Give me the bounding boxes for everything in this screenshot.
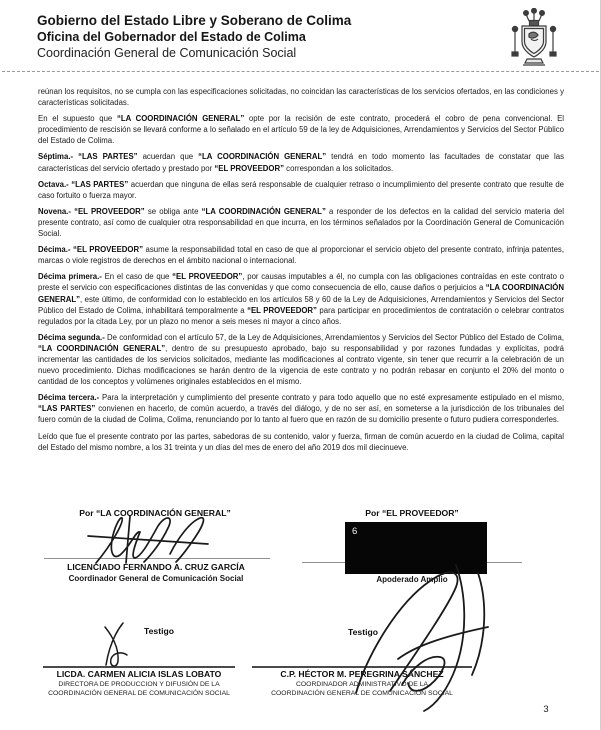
coat-of-arms-icon [505,8,563,68]
left-witness-signature-icon [97,621,139,669]
right-witness-signature-icon [338,563,503,713]
left-witness-name: LICDA. CARMEN ALICIA ISLAS LOBATO [56,669,222,679]
header-text [37,12,351,61]
left-signer-title: Por “LA COORDINACIÓN GENERAL” [79,508,231,518]
paragraph: Décima tercera.- Para la interpretación y cumplimiento del presente contrato y para todo aquello que no esté expresamente estipulado en el mismo, “LAS PARTES” convienen en hacerlo, de común acuerdo, a través del diálogo, y de no ser así, en someterse a la jurisdicción de los tribunales del fuero común de la ciudad de Colima, Colima, renunciando por lo tanto al fuero que en razón de su domicilio presente o futuro pudiera corresponderles. [38,393,564,425]
body-paragraphs [38,86,564,506]
left-signer-role: Coordinador General de Comunicación Social [68,574,244,583]
right-witness-label: Testigo [348,627,378,637]
paragraph: En el supuesto que “LA COORDINACIÓN GENERAL” opte por la recisión de este contrato, procederá el cobro de pena convencional. El procedimiento de rescisión se llevará conforme a lo señalado en el artículo 59 de la ley de Adquisiciones, Arrendamientos y Servicios del Sector Público del Estado de Colima. [38,114,564,146]
paragraph: Octava.- “LAS PARTES” acuerdan que ninguna de ellas será responsable de cualquier retraso o incumplimiento del presente contrato que resulte de caso fortuito o fuerza mayor. [38,179,564,200]
right-witness-role-1: COORDINADOR ADMINISTRATIVO DE LA [295,681,429,688]
left-witness-label: Testigo [144,626,174,636]
paragraph: Leído que fue el presente contrato por las partes, sabedoras de su contenido, valor y fuerza, firman de común acuerdo en la ciudad de Colima, capital del Estado del mismo nombre, a los 31 treinta y un días del mes de enero del año 2019 dos mil diecinueve. [38,431,564,452]
redaction-text: 6 [352,526,358,537]
header-line-3: Coordinación General de Comunicación Social [37,46,297,60]
paragraph: Décima segunda.- De conformidad con el artículo 57, de la Ley de Adquisiciones, Arrendamientos y Servicios del Sector Público del Estado de Colima, “LA COORDINACIÓN GENERAL”, dentro de su presupuesto aprobado, bajo su responsabilidad y por razones fundadas y explícitas, podrá incrementar las cantidades de los servicios solicitados, mediante las modificaciones al contrato vigente, sin tener que recurrir a la celebración de un nuevo procedimiento. Dichas modificaciones se harán dentro de la vigencia de este contrato y no podrán rebasar en conjunto el 20% del monto o cantidad de los conceptos y volúmenes originales establecidos en el mismo. [38,332,564,387]
left-signature-icon [78,514,243,564]
left-witness-role-2: COORDINACIÓN GENERAL DE COMUNICACIÓN SOCIAL [48,690,230,697]
left-signer-name: LICENCIADO FERNANDO A. CRUZ GARCÍA [67,562,245,572]
header-divider [2,71,599,72]
right-signer-title: Por “EL PROVEEDOR” [365,508,459,518]
paragraph: Séptima.- “LAS PARTES” acuerdan que “LA COORDINACIÓN GENERAL” tendrá en todo momento las facultades de constatar que las características del servicio ofertado y prestado por “EL PROVEEDOR” correspondan a los solicitados. [38,152,564,173]
document-header [0,0,601,73]
header-line-2: Oficina del Gobernador del Estado de Colima [37,30,306,44]
paragraph: Novena.- “EL PROVEEDOR” se obliga ante “LA COORDINACIÓN GENERAL” a responder de los defectos en la calidad del servicio materia del presente contrato, así como de cualquier otra responsabilidad en que incurra, en los términos señalados por la Coordinación General de Comunicación Social. [38,206,564,239]
left-witness-role-1: DIRECTORA DE PRODUCCION Y DIFUSIÓN DE LA [58,681,220,688]
header-line-1: Gobierno del Estado Libre y Soberano de Colima [37,13,352,28]
paragraph: Décima.- “EL PROVEEDOR” asume la responsabilidad total en caso de que al proporcionar el servicio objeto del presente contrato, infrinja patentes, marcas o viole registros de derechos en el ámbito nacional o internacional. [38,245,564,266]
page-number: 3 [543,704,549,715]
paragraph: Décima primera.- En el caso de que “EL PROVEEDOR”, por causas imputables a él, no cumpla con las obligaciones contraídas en este contrato o preste el servicio con especificaciones distintas de las convenidas y que como consecuencia de ello, cause daños o perjuicios a “LA COORDINACIÓN GENERAL”, este último, de conformidad con lo establecido en los artículos 58 y 60 de la Ley de Adquisiciones, Arrendamientos y Servicios del Sector Público del Estado de Colima, inhabilitará temporalmente a “EL PROVEEDOR” para participar en procedimientos de contratación o celebrar contratos regulados por la citada Ley, por un plazo no menor a seis meses ni mayor a cinco años. [38,272,564,326]
right-witness-role-2: COORDINACIÓN GENERAL DE COMUNICACIÓN SOCIAL [271,690,453,697]
paragraph: reúnan los requisitos, no se cumpla con las especificaciones solicitadas, no coincidan las características de los servicios ofertados, en las condiciones y características solicitadas. [38,87,564,108]
left-witness-line [43,666,235,668]
right-signer-role: Apoderado Amplio [376,575,448,584]
right-witness-name: C.P. HÉCTOR M. PEREGRINA SÁNCHEZ [280,669,444,679]
